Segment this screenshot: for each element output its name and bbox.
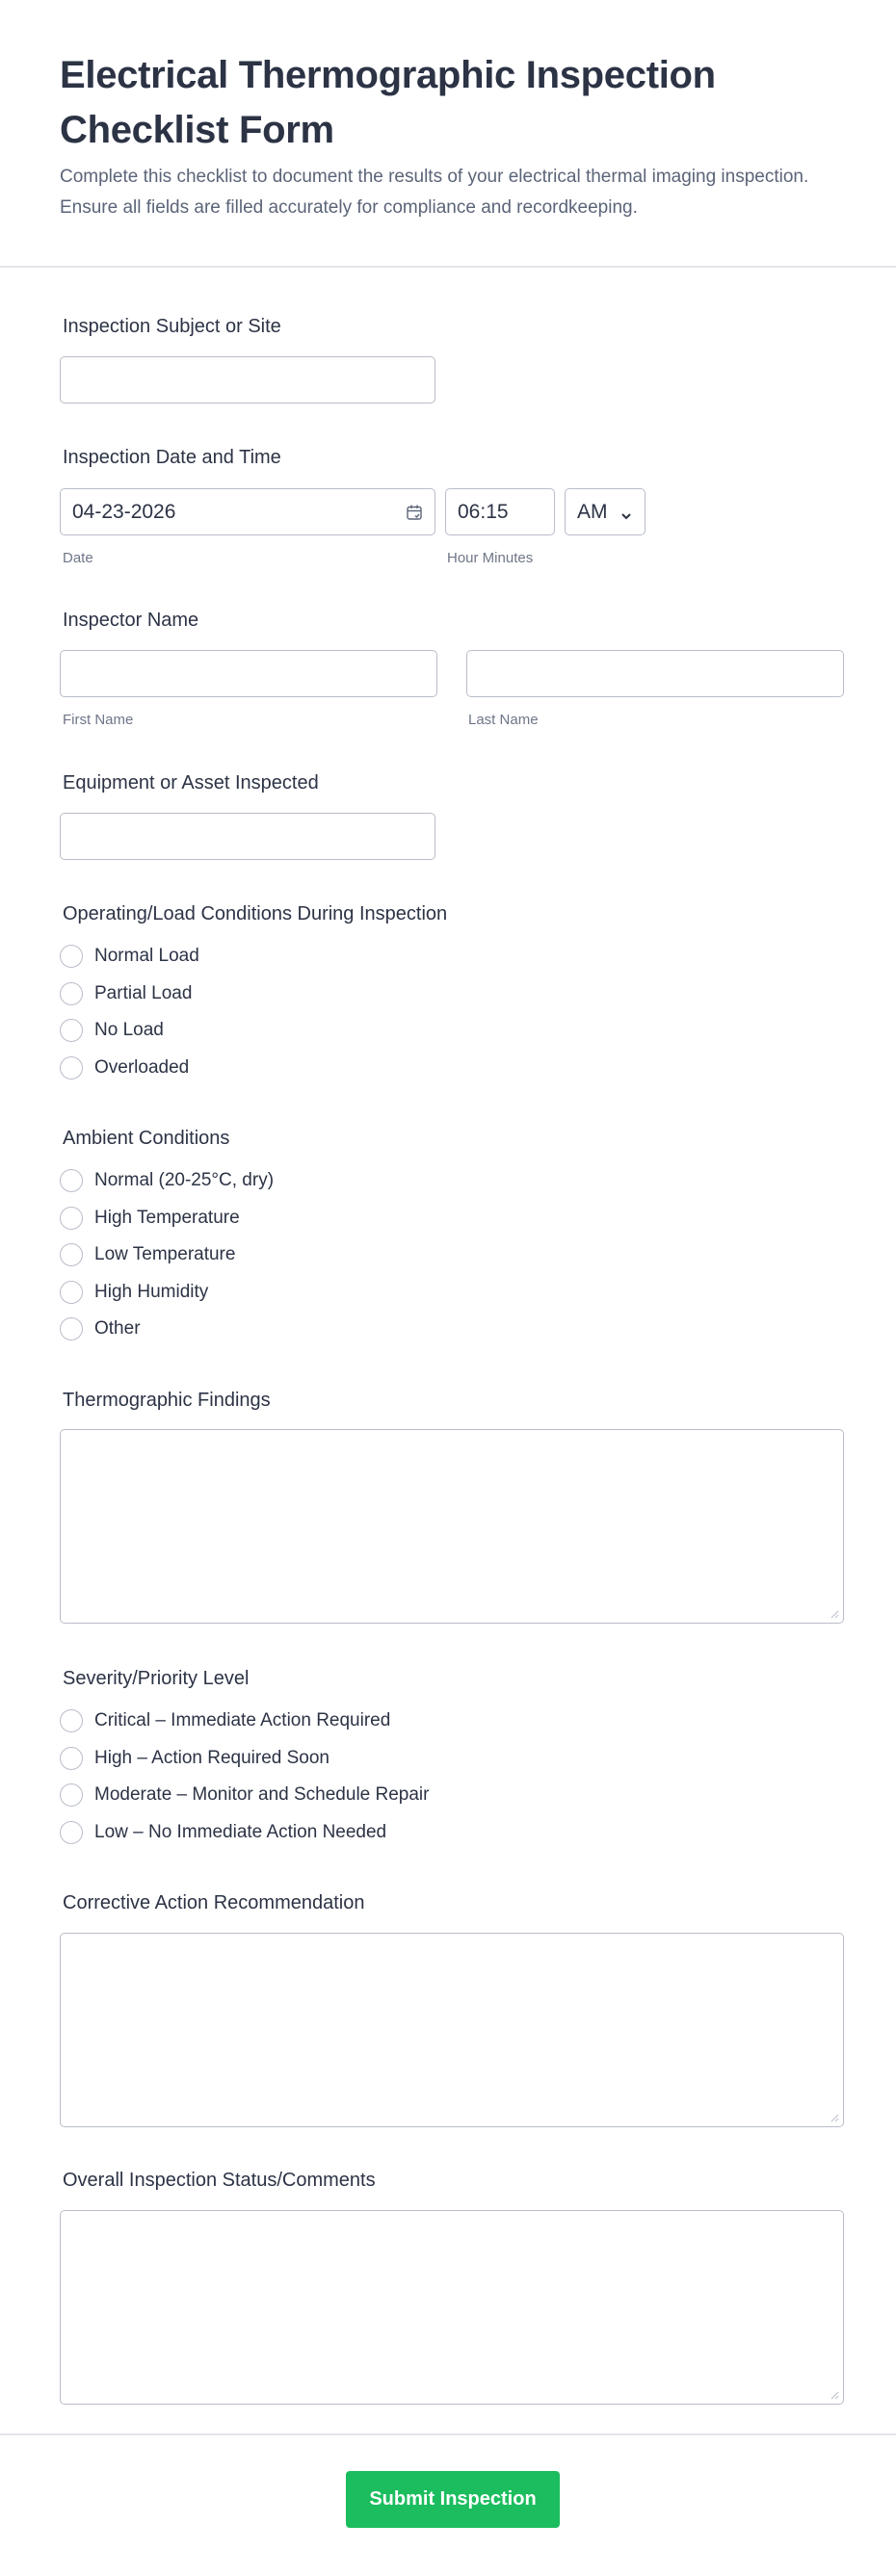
radio-circle[interactable]	[60, 1783, 83, 1807]
first-name-sublabel: First Name	[63, 712, 134, 728]
radio-circle[interactable]	[60, 1243, 83, 1266]
radio-ambient-normal[interactable]: Normal (20-25°C, dry)	[60, 1162, 274, 1200]
date-input[interactable]: 04-23-2026	[60, 488, 435, 535]
radio-circle[interactable]	[60, 1207, 83, 1230]
radio-circle[interactable]	[60, 1281, 83, 1304]
subject-input[interactable]	[60, 356, 435, 403]
severity-radio-group	[60, 1703, 429, 1851]
footer-divider	[0, 2433, 896, 2435]
last-name-sublabel: Last Name	[468, 712, 539, 728]
radio-circle[interactable]	[60, 982, 83, 1005]
corrective-textarea[interactable]	[60, 1933, 844, 2127]
chevron-down-icon	[619, 506, 633, 519]
ambient-label: Ambient Conditions	[63, 1128, 230, 1149]
header-divider	[0, 266, 896, 268]
time-sublabel: Hour Minutes	[447, 550, 534, 566]
severity-label: Severity/Priority Level	[63, 1668, 250, 1689]
date-sublabel: Date	[63, 550, 93, 566]
first-name-input[interactable]	[60, 650, 437, 697]
findings-textarea[interactable]	[60, 1429, 844, 1624]
radio-overloaded[interactable]: Overloaded	[60, 1050, 199, 1087]
radio-high-humidity[interactable]: High Humidity	[60, 1274, 274, 1312]
radio-circle[interactable]	[60, 945, 83, 968]
radio-high[interactable]: High – Action Required Soon	[60, 1740, 429, 1778]
ambient-radio-group	[60, 1162, 274, 1348]
radio-other[interactable]: Other	[60, 1311, 274, 1348]
load-conditions-label: Operating/Load Conditions During Inspection	[63, 903, 448, 924]
equipment-label: Equipment or Asset Inspected	[63, 772, 319, 794]
equipment-input[interactable]	[60, 813, 435, 860]
radio-partial-load[interactable]: Partial Load	[60, 976, 199, 1013]
corrective-label: Corrective Action Recommendation	[63, 1892, 365, 1913]
resize-handle-icon[interactable]	[830, 2390, 839, 2400]
radio-high-temperature[interactable]: High Temperature	[60, 1200, 274, 1237]
form-header	[60, 48, 850, 223]
submit-button[interactable]: Submit Inspection	[346, 2471, 560, 2528]
radio-normal-load[interactable]: Normal Load	[60, 938, 199, 976]
page-subtitle: Complete this checklist to document the results of your electrical thermal imaging inspection. Ensure all fields are filled accurately for compliance and recordkeeping.	[60, 167, 809, 218]
radio-circle[interactable]	[60, 1317, 83, 1340]
load-conditions-radio-group	[60, 938, 199, 1086]
resize-handle-icon[interactable]	[830, 1609, 839, 1619]
time-input[interactable]: 06:15	[445, 488, 555, 535]
calendar-icon[interactable]	[406, 504, 423, 521]
subject-label: Inspection Subject or Site	[63, 316, 281, 337]
radio-low[interactable]: Low – No Immediate Action Needed	[60, 1814, 429, 1852]
radio-low-temperature[interactable]: Low Temperature	[60, 1236, 274, 1274]
inspector-label: Inspector Name	[63, 610, 199, 631]
radio-circle[interactable]	[60, 1709, 83, 1732]
radio-moderate[interactable]: Moderate – Monitor and Schedule Repair	[60, 1777, 429, 1814]
page-title: Electrical Thermographic Inspection Checklist Form	[60, 54, 716, 151]
radio-circle[interactable]	[60, 1747, 83, 1770]
overall-textarea[interactable]	[60, 2210, 844, 2405]
radio-no-load[interactable]: No Load	[60, 1012, 199, 1050]
datetime-label: Inspection Date and Time	[63, 447, 281, 468]
radio-circle[interactable]	[60, 1169, 83, 1192]
radio-circle[interactable]	[60, 1056, 83, 1080]
radio-circle[interactable]	[60, 1019, 83, 1042]
last-name-input[interactable]	[466, 650, 844, 697]
ampm-select[interactable]: AM	[565, 488, 646, 535]
radio-circle[interactable]	[60, 1821, 83, 1844]
overall-label: Overall Inspection Status/Comments	[63, 2170, 376, 2191]
resize-handle-icon[interactable]	[830, 2113, 839, 2122]
radio-critical[interactable]: Critical – Immediate Action Required	[60, 1703, 429, 1740]
findings-label: Thermographic Findings	[63, 1390, 271, 1411]
